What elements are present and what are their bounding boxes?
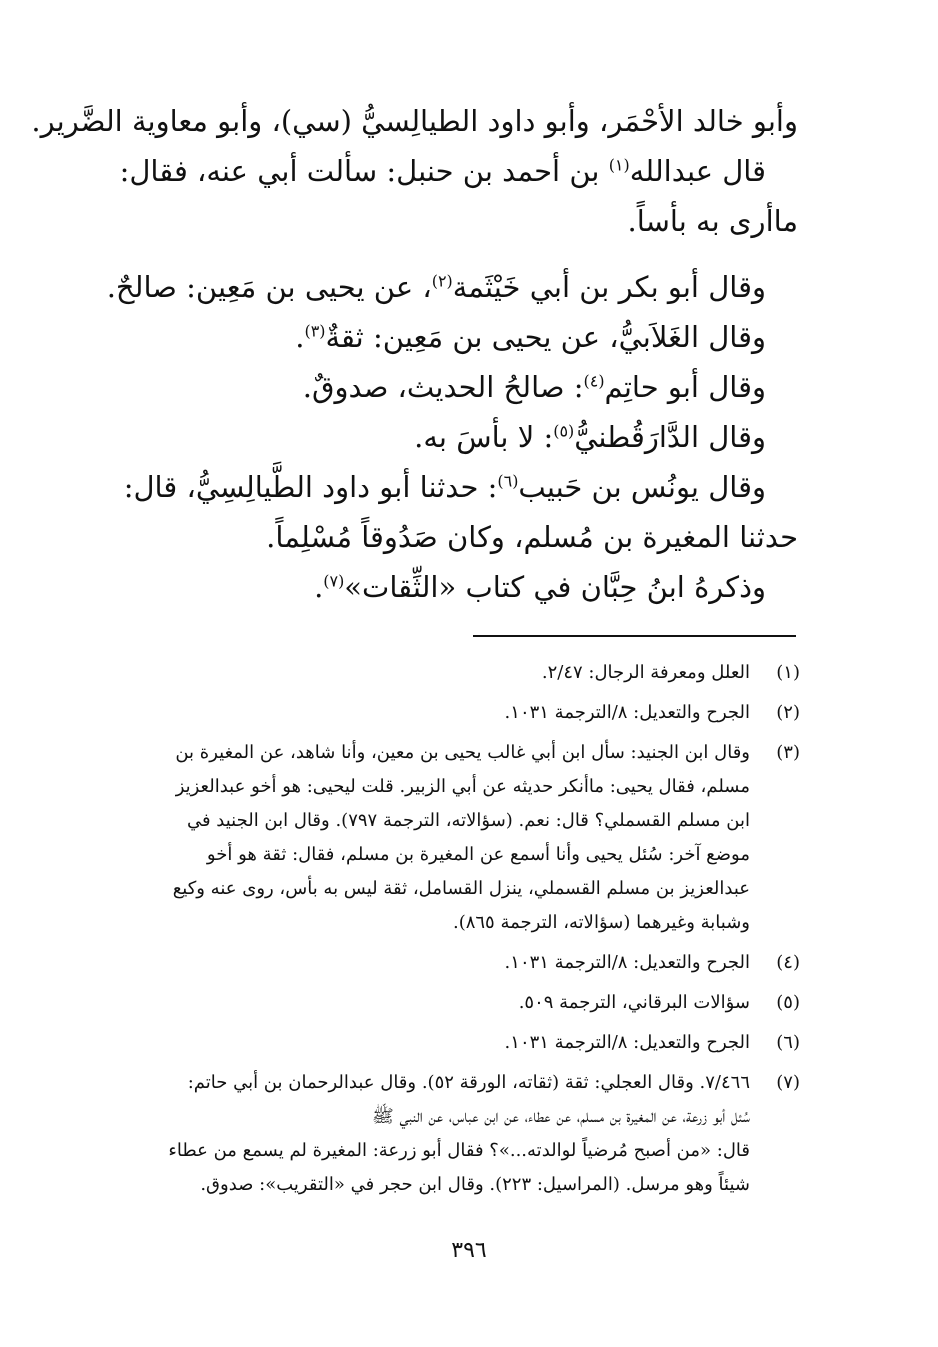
footnote-ref: (٧) [323,571,345,591]
footnote-ref: (٢) [431,271,453,291]
footnote [100,946,800,980]
footnote-line: قال: «من أصبح مُرضياً لوالدته...»؟ فقال أبو زرعة: المغيرة لم يسمع من عطاء [168,1140,750,1161]
text-segment: قال عبدالله [629,154,766,188]
footnote-number: (٣) [776,742,800,763]
footnote-line: الجرح والتعديل: ٨/الترجمة ١٠٣١. [504,1032,750,1053]
text-segment: : لا بأسَ به. [414,420,554,454]
footnote-line: عبدالعزيز بن مسلم القسملي، ينزل القسامل، ثقة ليس به بأس، روى عنه وكيع [172,878,750,899]
footnote-ref: (٦) [497,471,519,491]
footnote-line: وقال ابن الجنيد: سأل ابن أبي غالب يحيى بن معين، وأنا شاهد، عن المغيرة بن [175,742,750,763]
footnote [100,1066,800,1202]
footnote-line: العلل ومعرفة الرجال: ٢/٤٧. [541,662,750,683]
footnote-line: مسلم، فقال يحيى: ماأنكر حديثه عن أبي الزبير. قلت ليحيى: هو أخو عبدالعزيز [175,776,750,797]
footnote-number: (٢) [776,702,800,723]
footnote [100,696,800,730]
text-line [108,462,798,512]
footnote-ref: (٣) [304,321,326,341]
text-segment: بن أحمد بن حنبل: سألت أبي عنه، فقال: [119,154,609,188]
footnote-separator [473,635,796,637]
footnote-body [100,736,750,940]
footnote-body [100,1026,750,1060]
text-segment: : صالحُ الحديث، صدوقٌ. [302,370,584,404]
text-line [108,562,798,612]
text-line [108,262,798,312]
footnote [100,656,800,690]
footnote-line: موضع آخر: سُئل يحيى وأنا أسمع عن المغيرة بن مسلم، فقال: ثقة هو أخو [206,844,750,865]
text-segment: وقال أبو بكر بن أبي خَيْثَمة [452,270,766,304]
footnote-body [100,1066,750,1202]
footnote-number: (٦) [776,1032,800,1053]
text-segment: وأبو خالد الأحْمَر، وأبو داود الطيالِسيُّ (سي)، وأبو معاوية الضَّرير. [31,104,798,138]
text-segment: وقال أبو حاتِم [604,370,766,404]
footnotes [100,656,800,1208]
text-segment: وقال الغَلاَبيُّ، عن يحيى بن مَعِين: ثقةٌ [325,320,766,354]
text-segment: . [295,320,305,354]
footnote-body [100,946,750,980]
footnote-number: (١) [776,662,800,683]
footnote-line: ابن مسلم القسملي؟ قال: نعم. (سؤالاته، الترجمة ٧٩٧). وقال ابن الجنيد في [186,810,750,831]
text-line [108,362,798,412]
text-segment: وقال الدَّارَقُطنيُّ [574,420,766,454]
footnote-body [100,696,750,730]
footnote-line: شيئاً وهو مرسل. (المراسيل: ٢٢٣). وقال ابن حجر في «التقريب»: صدوق. [200,1174,750,1195]
text-line [108,412,798,462]
text-segment: ، عن يحيى بن مَعِين: صالحٌ. [106,270,432,304]
footnote-line: ٧/٤٦٦. وقال العجلي: ثقة (ثقاته، الورقة ٥٢). وقال عبدالرحمان بن أبي حاتم: [187,1072,750,1093]
footnote [100,986,800,1020]
text-segment: وذكرهُ ابنُ حِبَّان في كتاب «الثِّقات» [344,570,766,604]
main-text [31,96,798,612]
text-line [108,196,798,246]
footnote-line: الجرح والتعديل: ٨/الترجمة ١٠٣١. [504,952,750,973]
footnote-number: (٤) [776,952,800,973]
footnote-number: (٥) [776,992,800,1013]
footnote-ref: (٤) [583,371,605,391]
footnote-line: سؤالات البرقاني، الترجمة ٥٠٩. [518,992,750,1013]
footnote [100,736,800,940]
text-segment: : حدثنا أبو داود الطَّيالِسِيُّ، قال: [123,470,498,504]
footnote-body [100,986,750,1020]
text-line [108,146,798,196]
footnote-ref: (٥) [553,421,575,441]
footnote-line: الجرح والتعديل: ٨/الترجمة ١٠٣١. [504,702,750,723]
footnote-body [100,656,750,690]
footnote-line: وشبابة وغيرهما (سؤالاته، الترجمة ٨٦٥). [452,912,750,933]
page-number: ٣٩٦ [451,1238,487,1263]
text-segment: حدثنا المغيرة بن مُسلم، وكان صَدُوقاً مُسْلِماً. [266,520,798,554]
footnote [100,1026,800,1060]
text-line [108,312,798,362]
footnote-ref: (١) [608,155,630,175]
text-line [108,512,798,562]
text-segment: وقال يونُس بن حَبيب [518,470,766,504]
footnote-number: (٧) [776,1072,800,1093]
text-segment: ماأرى به بأساً. [627,204,798,238]
text-segment: . [314,570,324,604]
footnote-line: سُئل أبو زرعة، عن المغيرة بن مسلم، عن عطاء، عن ابن عباس، عن النبي ﷺ [372,1106,750,1127]
text-line [31,96,798,146]
